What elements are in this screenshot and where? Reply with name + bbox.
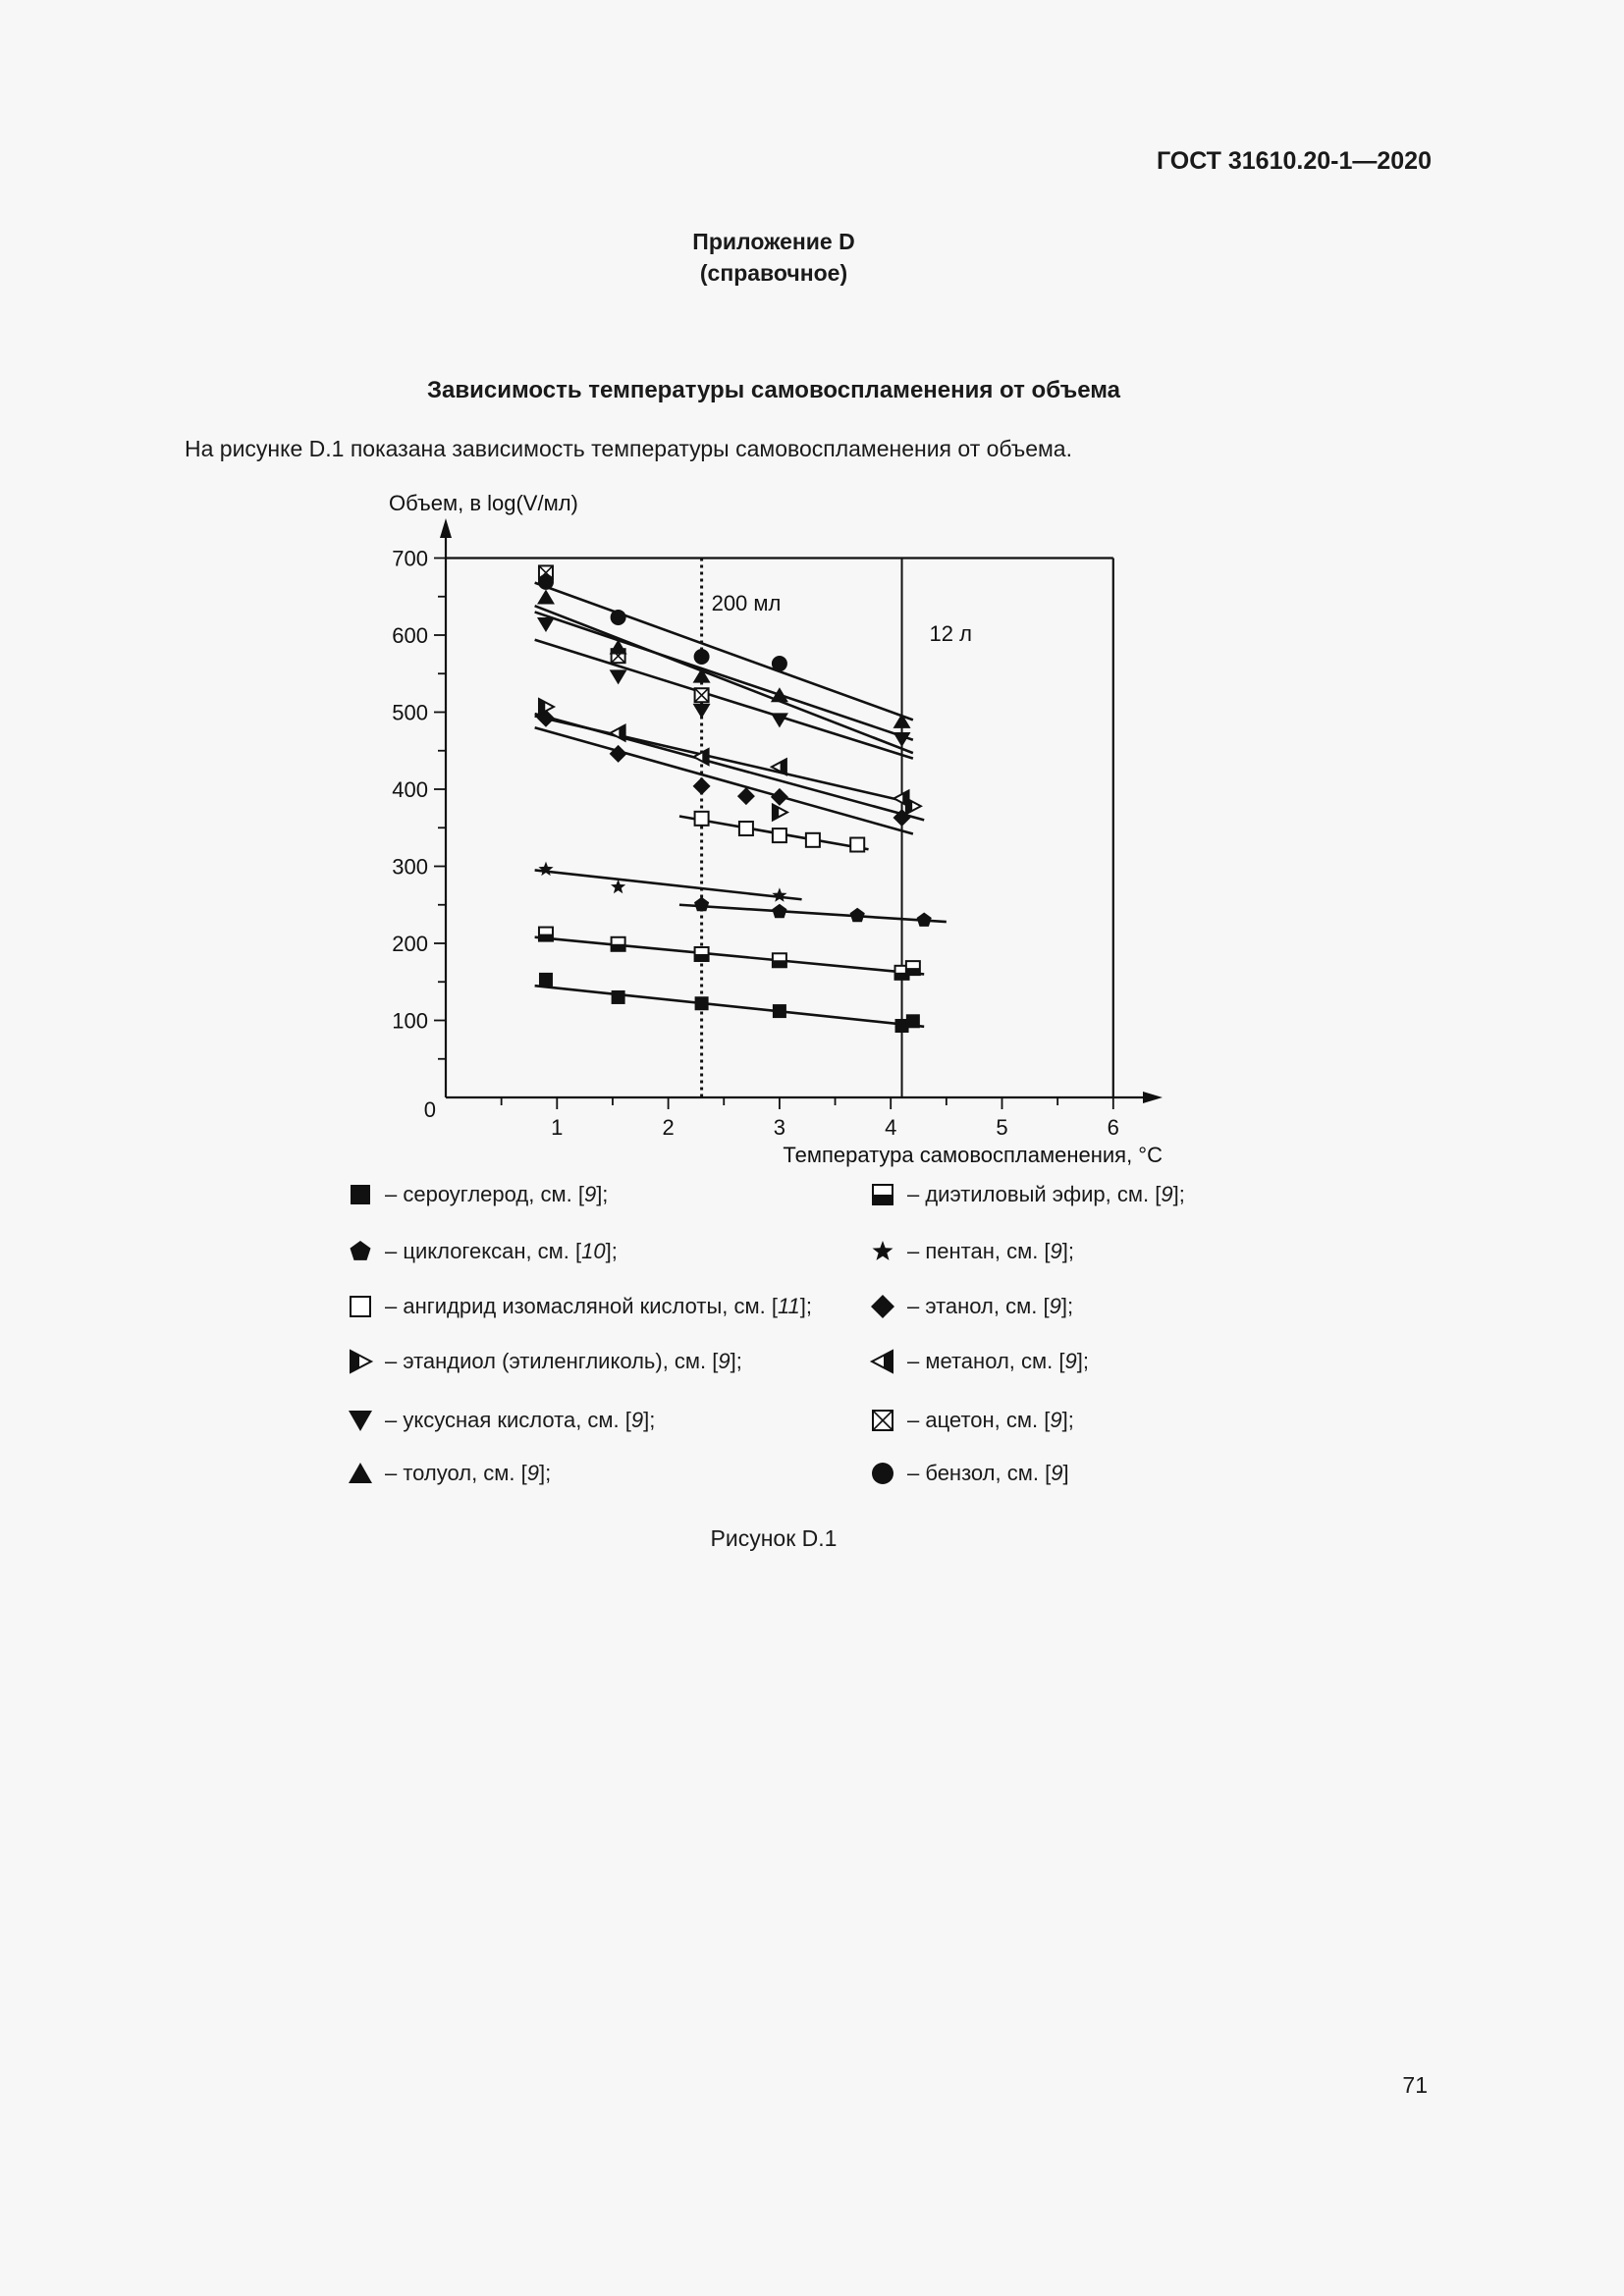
legend-marker [873, 1411, 893, 1430]
y-axis-title: Объем, в log(V/мл) [389, 491, 578, 515]
legend-reference: 9 [583, 1182, 597, 1206]
legend-reference: 9 [1050, 1408, 1062, 1432]
data-point [850, 838, 864, 852]
data-point [612, 990, 625, 1004]
data-point [693, 777, 711, 795]
annex-title: Приложение D [692, 229, 855, 254]
data-point [695, 812, 709, 826]
data-point [771, 713, 788, 727]
triangle-left-icon [866, 1347, 899, 1376]
data-point [612, 937, 625, 951]
data-point [850, 908, 865, 923]
square-open-icon [344, 1292, 377, 1321]
legend-label: – толуол, см. [9]; [385, 1461, 552, 1485]
y-tick-label: 200 [392, 932, 428, 956]
legend-marker [351, 1185, 370, 1204]
data-point [610, 669, 627, 684]
data-point [695, 996, 709, 1010]
legend-label: – уксусная кислота, см. [9]; [385, 1408, 656, 1432]
data-point [537, 617, 555, 632]
data-point [773, 1004, 786, 1018]
y-tick-label: 600 [392, 623, 428, 648]
legend-reference: 9 [1049, 1294, 1061, 1318]
legend-marker [351, 1297, 370, 1316]
data-point [694, 649, 710, 665]
legend-item [344, 1459, 551, 1488]
legend-label: – ангидрид изомасляной кислоты, см. [11]; [385, 1294, 813, 1318]
x-axis-title: Температура самовоспламенения, °C [783, 1143, 1163, 1167]
x-tick-label: 6 [1107, 1115, 1119, 1140]
legend-item [344, 1292, 812, 1321]
legend-reference: 10 [581, 1239, 606, 1263]
triangle-down-icon [344, 1406, 377, 1435]
fit-line [535, 716, 913, 803]
y-tick-label: 400 [392, 777, 428, 802]
legend-label: – ацетон, см. [9]; [907, 1408, 1074, 1432]
data-point [806, 833, 820, 847]
data-point [917, 913, 932, 927]
fit-line [535, 606, 913, 753]
data-point [893, 732, 911, 747]
data-point [772, 656, 787, 671]
fit-line [535, 870, 802, 899]
x-tick-label: 5 [996, 1115, 1008, 1140]
fit-line [535, 937, 925, 975]
legend-marker [873, 1185, 893, 1204]
legend-reference: 9 [1161, 1182, 1173, 1206]
legend-label: – этандиол (этиленгликоль), см. [9]; [385, 1349, 742, 1373]
legend-item [344, 1347, 742, 1376]
legend-reference: 9 [1064, 1349, 1077, 1373]
legend-marker [872, 1351, 893, 1372]
data-point [695, 947, 709, 961]
legend-reference: 9 [718, 1349, 731, 1373]
legend-label: – метанол, см. [9]; [907, 1349, 1089, 1373]
x-axis-arrow [1143, 1092, 1163, 1103]
fit-line [535, 612, 913, 739]
legend-marker [351, 1351, 371, 1372]
x-tick-label: 2 [662, 1115, 675, 1140]
reference-line-label-2: 12 л [929, 621, 972, 646]
legend-item [866, 1237, 1074, 1266]
legend-marker [349, 1463, 372, 1483]
data-point [773, 805, 787, 821]
legend-reference: 9 [1050, 1239, 1062, 1263]
origin-label: 0 [423, 1097, 436, 1122]
square-filled-icon [344, 1180, 377, 1209]
legend-label: – бензол, см. [9] [907, 1461, 1069, 1485]
data-point [906, 1014, 920, 1028]
annex-subtitle: (справочное) [699, 260, 848, 286]
x-tick-label: 4 [885, 1115, 897, 1140]
square-cross-icon [866, 1406, 899, 1435]
diamond-icon [866, 1292, 899, 1321]
legend-label: – диэтиловый эфир, см. [9]; [907, 1182, 1185, 1206]
fit-line [679, 905, 947, 922]
legend-reference: 11 [777, 1294, 800, 1318]
data-point [539, 973, 553, 987]
data-point [771, 687, 788, 702]
data-point [537, 590, 555, 605]
data-point [539, 928, 553, 941]
data-point [611, 880, 625, 894]
legend-marker [349, 1411, 372, 1431]
x-tick-label: 1 [551, 1115, 564, 1140]
data-point [773, 828, 786, 842]
y-axis-arrow [440, 518, 452, 538]
star-icon [866, 1237, 899, 1266]
circle-icon [866, 1459, 899, 1488]
legend-marker [872, 1463, 893, 1484]
legend-reference: 9 [1051, 1461, 1063, 1485]
x-tick-label: 3 [773, 1115, 786, 1140]
reference-line-label-1: 200 мл [711, 591, 782, 615]
section-title: Зависимость температуры самовоспламенения от объема [426, 377, 1121, 403]
data-point [611, 610, 626, 625]
data-point [739, 822, 753, 835]
triangle-up-icon [344, 1459, 377, 1488]
legend-item [866, 1180, 1185, 1209]
square-half-icon [866, 1180, 899, 1209]
legend-item [866, 1347, 1089, 1376]
y-tick-label: 100 [392, 1008, 428, 1034]
legend-label: – пентан, см. [9]; [907, 1239, 1075, 1263]
data-point [695, 688, 709, 702]
data-point [693, 704, 711, 719]
legend-item [344, 1237, 618, 1266]
page-number: 71 [1402, 2072, 1428, 2098]
legend-label: – этанол, см. [9]; [907, 1294, 1074, 1318]
data-point [611, 725, 625, 741]
data-point [773, 953, 786, 967]
data-point [771, 788, 788, 806]
legend-marker [871, 1295, 894, 1318]
legend-reference: 9 [526, 1461, 540, 1485]
legend-label: – сероуглерод, см. [9]; [385, 1182, 609, 1206]
y-tick-label: 300 [392, 854, 428, 880]
legend-label: – циклогексан, см. [10]; [385, 1239, 618, 1263]
legend-reference: 9 [630, 1408, 644, 1432]
y-tick-label: 700 [392, 546, 428, 571]
data-point [610, 745, 627, 763]
legend-item [866, 1406, 1074, 1435]
data-point [772, 887, 786, 902]
fit-line [535, 727, 913, 833]
fit-line [535, 986, 925, 1027]
data-point [538, 862, 553, 877]
data-point [772, 904, 786, 919]
data-point [906, 961, 920, 975]
legend-marker [873, 1241, 893, 1260]
pentagon-icon [344, 1237, 377, 1266]
legend-item [344, 1180, 608, 1209]
document-code: ГОСТ 31610.20-1—2020 [1156, 147, 1432, 175]
data-point [893, 714, 911, 728]
legend-item [866, 1459, 1069, 1488]
legend-item [866, 1292, 1073, 1321]
data-point [694, 897, 709, 911]
triangle-right-icon [344, 1347, 377, 1376]
figure-caption: Рисунок D.1 [710, 1525, 838, 1551]
legend-marker [351, 1241, 371, 1260]
y-tick-label: 500 [392, 700, 428, 725]
data-point [538, 574, 554, 590]
legend-item [344, 1406, 655, 1435]
intro-paragraph: На рисунке D.1 показана зависимость температуры самовоспламенения от объема. [185, 436, 1072, 461]
